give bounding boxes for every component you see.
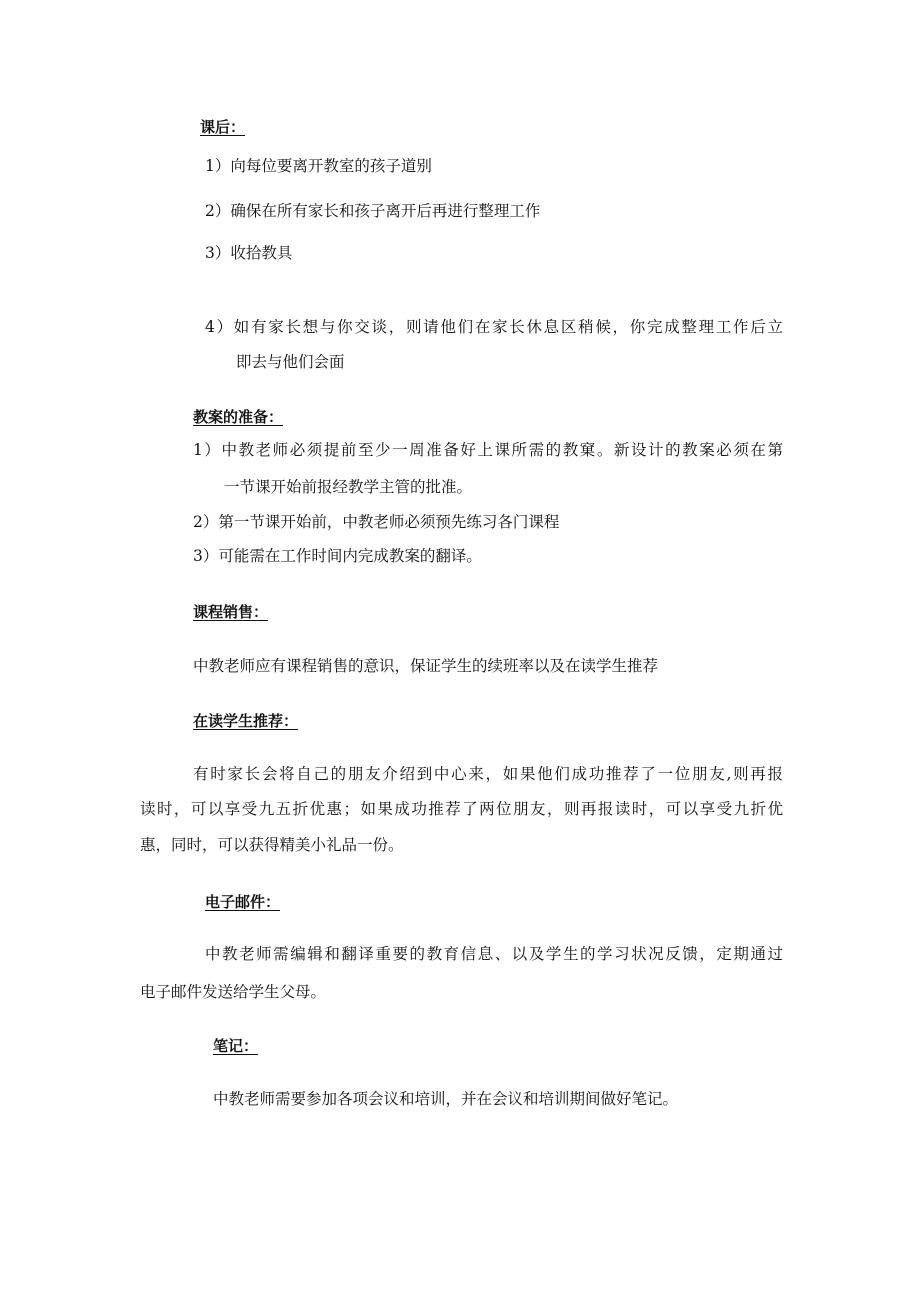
sales-text: 中教老师应有课程销售的意识，保证学生的续班率以及在读学生推荐 [193,657,659,675]
lesson-prep-item-1-cont: 一节课开始前报经教学主管的批准。 [224,478,473,496]
after-class-item-2: 2）确保在所有家长和孩子离开后再进行整理工作 [205,202,541,220]
referral-heading: 在读学生推荐： [193,712,299,730]
referral-line-2: 读时，可以享受九五折优惠；如果成功推荐了两位朋友，则再报读时，可以享受九折优 [140,800,783,818]
lesson-prep-item-1: 1）中教老师必须提前至少一周准备好上课所需的教窠。新设计的教案必须在第 [193,441,783,459]
email-line-2: 电子邮件发送给学生父母。 [140,983,327,1001]
sales-heading: 课程销售： [193,603,269,621]
after-class-item-4: 4）如有家长想与你交谈，则请他们在家长休息区稍候，你完成整理工作后立 [205,318,783,336]
after-class-item-3: 3）收拾教具 [205,244,293,262]
after-class-heading: 课后： [200,118,246,136]
after-class-item-4-cont: 即去与他们会面 [236,353,345,371]
email-line-1: 中教老师需编辑和翻译重要的教育信息、以及学生的学习状况反馈，定期通过 [205,945,783,963]
notes-heading: 笔记： [213,1037,259,1055]
lesson-prep-heading: 教案的准备： [193,408,284,426]
after-class-item-1: 1）向每位要离开教室的孩子道别 [205,157,432,175]
lesson-prep-item-2: 2）第一节课开始前，中教老师必须预先练习各门课程 [193,513,560,531]
referral-line-3: 惠，同时，可以获得精美小礼品一份。 [140,836,404,854]
referral-line-1: 有时家长会将自己的朋友介绍到中心来，如果他们成功推荐了一位朋友,则再报 [193,765,783,783]
lesson-prep-item-3: 3）可能需在工作时间内完成教案的翻译。 [193,547,482,565]
email-heading: 电子邮件： [205,893,281,911]
notes-text: 中教老师需要参加各项会议和培训，并在会议和培训期间做好笔记。 [213,1090,679,1108]
